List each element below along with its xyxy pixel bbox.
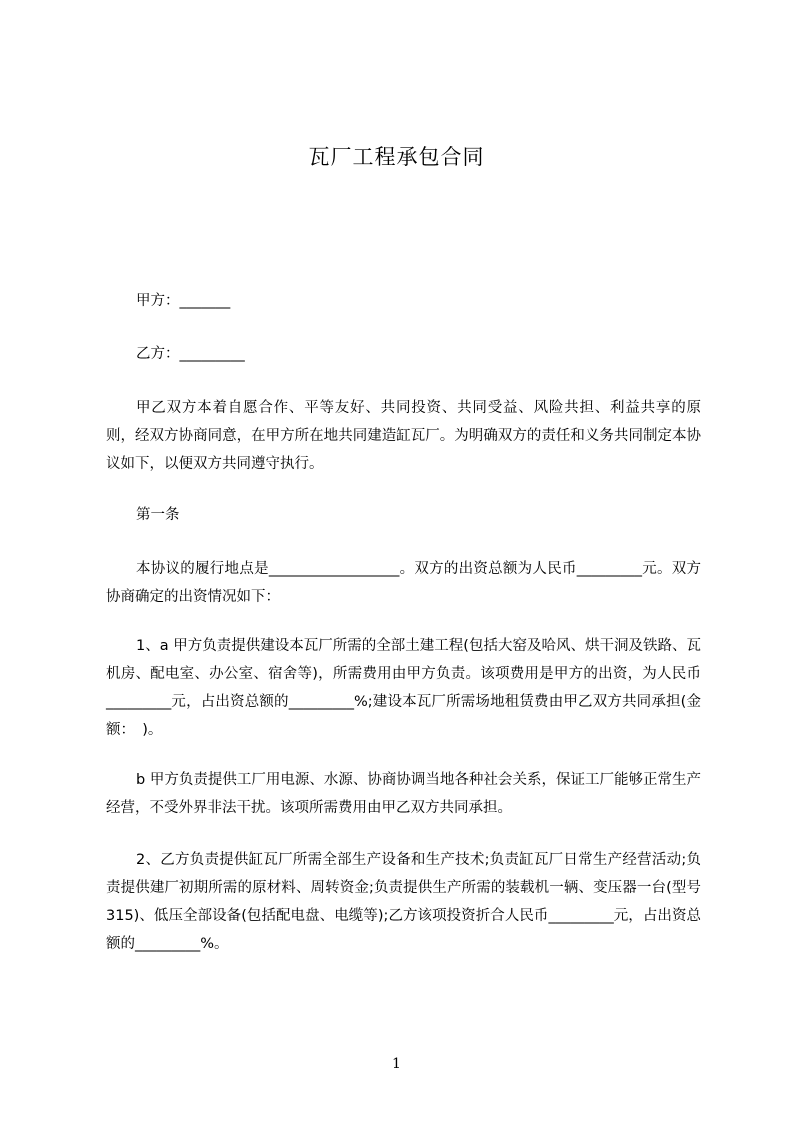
clause-2: 2、乙方负责提供缸瓦厂所需全部生产设备和生产技术;负责缸瓦厂日常生产经营活动;负责提供建厂初期所需的原材料、周转资金;负责提供生产所需的装载机一辆、变压器一台(型号 315)、低压全部设备(包括配电盘、电缆等);乙方该项投资折合人民币_________元，占出资总额的_________%。 xyxy=(106,852,701,952)
page-number: 1 xyxy=(392,1056,401,1072)
party-b-line: 乙方：_________ xyxy=(136,346,245,362)
intro-paragraph: 甲乙双方本着自愿合作、平等友好、共同投资、共同受益、风险共担、利益共享的原则，经双方协商同意，在甲方所在地共同建造缸瓦厂。为明确双方的责任和义务共同制定本协议如下，以便双方共同遵守执行。 xyxy=(106,400,701,472)
article-1-body: 本协议的履行地点是__________________。双方的出资总额为人民币_________元。双方协商确定的出资情况如下： xyxy=(106,561,701,605)
party-a-line: 甲方：_______ xyxy=(136,293,231,309)
clause-1a: 1、a 甲方负责提供建设本瓦厂所需的全部土建工程(包括大窑及哈风、烘干洞及铁路、瓦机房、配电室、办公室、宿舍等)，所需费用由甲方负责。该项费用是甲方的出资，为人民币_________元，占出资总额的_________%;建设本瓦厂所需场地租赁费由甲乙双方共同承担(金额： )。 xyxy=(106,638,701,738)
clause-1b: b 甲方负责提供工厂用电源、水源、协商协调当地各种社会关系，保证工厂能够正常生产经营，不受外界非法干扰。该项所需费用由甲乙双方共同承担。 xyxy=(106,772,701,816)
article-heading: 第一条 xyxy=(136,507,180,523)
document-title: 瓦厂工程承包合同 xyxy=(308,145,485,169)
